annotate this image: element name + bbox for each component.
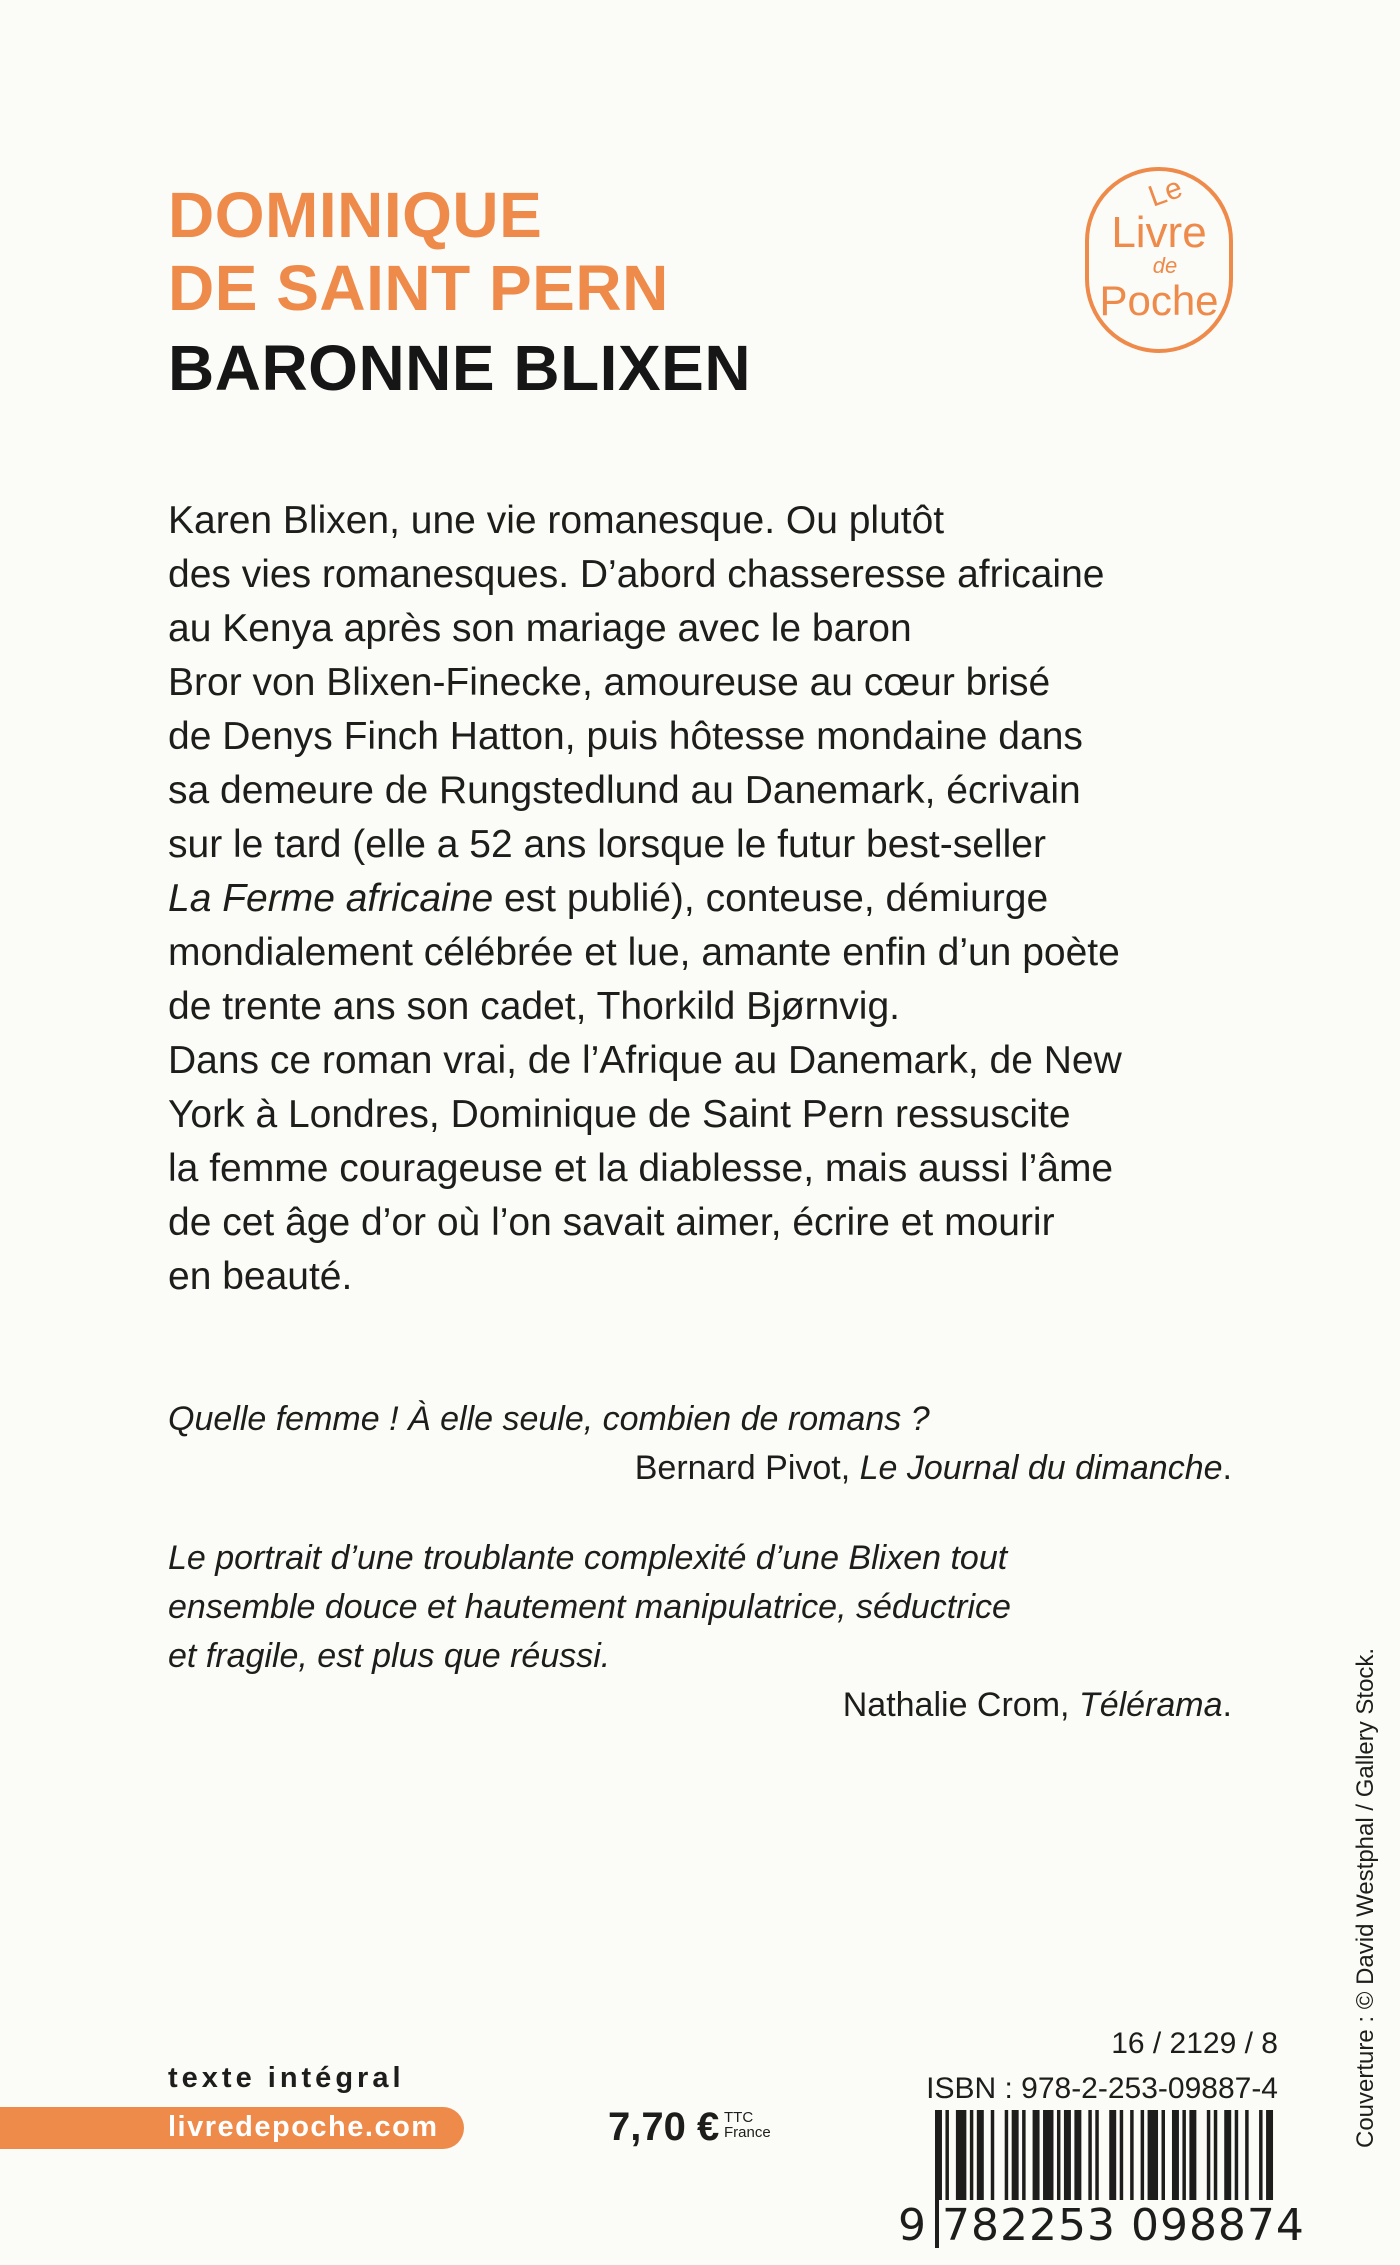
price: 7,70 € bbox=[608, 2105, 720, 2149]
svg-text:Livre: Livre bbox=[1111, 208, 1207, 257]
svg-text:de: de bbox=[1152, 253, 1178, 278]
quote-text: Quelle femme ! À elle seule, combien de romans ? bbox=[168, 1400, 930, 1438]
quote-end: . bbox=[1222, 1449, 1232, 1487]
quote-source: Le Journal du dimanche bbox=[859, 1449, 1223, 1487]
price-tax-note bbox=[724, 2110, 771, 2140]
barcode-bar bbox=[1012, 2110, 1019, 2202]
quote-text: Le portrait d’une troublante complexité d’une Blixen tout bbox=[168, 1539, 1008, 1577]
press-quote-crom bbox=[168, 1534, 1232, 1730]
blurb-line: mondialement célébrée et lue, amante enfin d’un poète bbox=[168, 931, 1120, 974]
blurb-line-rest: est publié), conteuse, démiurge bbox=[493, 877, 1049, 920]
barcode-bar bbox=[1189, 2110, 1196, 2202]
blurb-line: en beauté. bbox=[168, 1255, 353, 1298]
blurb-line: des vies romanesques. D’abord chasseresse africaine bbox=[168, 553, 1105, 596]
cover-photo-credit: Couverture : © David Westphal / Gallery Stock. bbox=[1352, 1647, 1379, 2148]
barcode-bar bbox=[1064, 2110, 1071, 2202]
barcode-bar bbox=[1182, 2110, 1185, 2202]
book-title: BARONNE BLIXEN bbox=[168, 332, 752, 404]
barcode-bar bbox=[1033, 2110, 1040, 2202]
barcode-bar bbox=[1148, 2110, 1158, 2202]
quote-text: et fragile, est plus que réussi. bbox=[168, 1637, 611, 1675]
isbn: ISBN : 978-2-253-09887-4 bbox=[926, 2072, 1278, 2105]
catalog-codes bbox=[878, 2021, 1278, 2111]
barcode-bar bbox=[1074, 2110, 1081, 2202]
blurb-line: sa demeure de Rungstedlund au Danemark, écrivain bbox=[168, 769, 1081, 812]
catalog-number: 16 / 2129 / 8 bbox=[1111, 2027, 1278, 2060]
blurb-line: York à Londres, Dominique de Saint Pern ressuscite bbox=[168, 1093, 1071, 1136]
website-banner[interactable] bbox=[0, 2107, 464, 2149]
blurb-line: Bror von Blixen-Finecke, amoureuse au cœur brisé bbox=[168, 661, 1051, 704]
barcode-bar bbox=[1005, 2110, 1008, 2202]
ttc-label: TTC bbox=[724, 2109, 754, 2126]
blurb-line: de trente ans son cadet, Thorkild Bjørnvig. bbox=[168, 985, 900, 1028]
barcode-bar bbox=[1043, 2110, 1053, 2202]
barcode-bar bbox=[956, 2110, 966, 2202]
barcode-bar bbox=[1141, 2110, 1144, 2202]
barcode-bar bbox=[1022, 2110, 1025, 2202]
author-name-line-1: DOMINIQUE bbox=[168, 179, 543, 251]
barcode-bar bbox=[1172, 2110, 1179, 2202]
barcode-bar bbox=[1088, 2110, 1091, 2202]
quote-attribution bbox=[168, 1444, 1232, 1493]
barcode-bar bbox=[1207, 2110, 1210, 2202]
quote-author: Nathalie Crom, bbox=[842, 1686, 1079, 1724]
barcode-first-digit: 9 bbox=[898, 2200, 927, 2251]
website-link[interactable]: livredepoche.com bbox=[168, 2111, 439, 2143]
barcode-bar bbox=[1224, 2110, 1231, 2202]
quote-attribution bbox=[168, 1681, 1232, 1730]
quote-end: . bbox=[1222, 1686, 1232, 1724]
blurb-line: Karen Blixen, une vie romanesque. Ou plutôt bbox=[168, 499, 945, 542]
texte-integral-label: texte intégral bbox=[168, 2062, 405, 2094]
blurb-line bbox=[168, 872, 1248, 926]
barcode-bar bbox=[977, 2110, 984, 2202]
country-label: France bbox=[724, 2124, 771, 2141]
barcode-bar bbox=[991, 2110, 994, 2202]
blurb-line: Dans ce roman vrai, de l’Afrique au Danemark, de New bbox=[168, 1039, 1122, 1082]
press-quote-pivot bbox=[168, 1395, 1232, 1493]
barcode-bar bbox=[1057, 2110, 1060, 2202]
barcode-bar bbox=[1120, 2110, 1123, 2202]
blurb-line: la femme courageuse et la diablesse, mais aussi l’âme bbox=[168, 1147, 1114, 1190]
quote-author: Bernard Pivot, bbox=[634, 1449, 860, 1487]
blurb-line: au Kenya après son mariage avec le baron bbox=[168, 607, 912, 650]
svg-text:Poche: Poche bbox=[1099, 277, 1219, 324]
author-name-line-2: DE SAINT PERN bbox=[168, 252, 669, 324]
barcode-digits: 782253 098874 bbox=[939, 2200, 1308, 2251]
le-livre-de-poche-logo bbox=[1083, 165, 1235, 355]
barcode-bar bbox=[1245, 2110, 1248, 2202]
blurb-line: de cet âge d’or où l’on savait aimer, écrire et mourir bbox=[168, 1201, 1055, 1244]
book-title-italic: La Ferme africaine bbox=[168, 877, 494, 920]
barcode-bar bbox=[1235, 2110, 1238, 2202]
quote-text: ensemble douce et hautement manipulatrice, séductrice bbox=[168, 1588, 1011, 1626]
barcode-bar bbox=[1214, 2110, 1217, 2202]
svg-text:Le: Le bbox=[1144, 171, 1187, 214]
blurb-line: de Denys Finch Hatton, puis hôtesse mondaine dans bbox=[168, 715, 1083, 758]
back-cover-blurb bbox=[168, 494, 1248, 1304]
barcode-bar bbox=[970, 2110, 973, 2202]
quote-source: Télérama bbox=[1078, 1686, 1223, 1724]
barcode-bar bbox=[1130, 2110, 1133, 2202]
barcode-bar bbox=[1162, 2110, 1165, 2202]
blurb-line: sur le tard (elle a 52 ans lorsque le futur best-seller bbox=[168, 823, 1046, 866]
